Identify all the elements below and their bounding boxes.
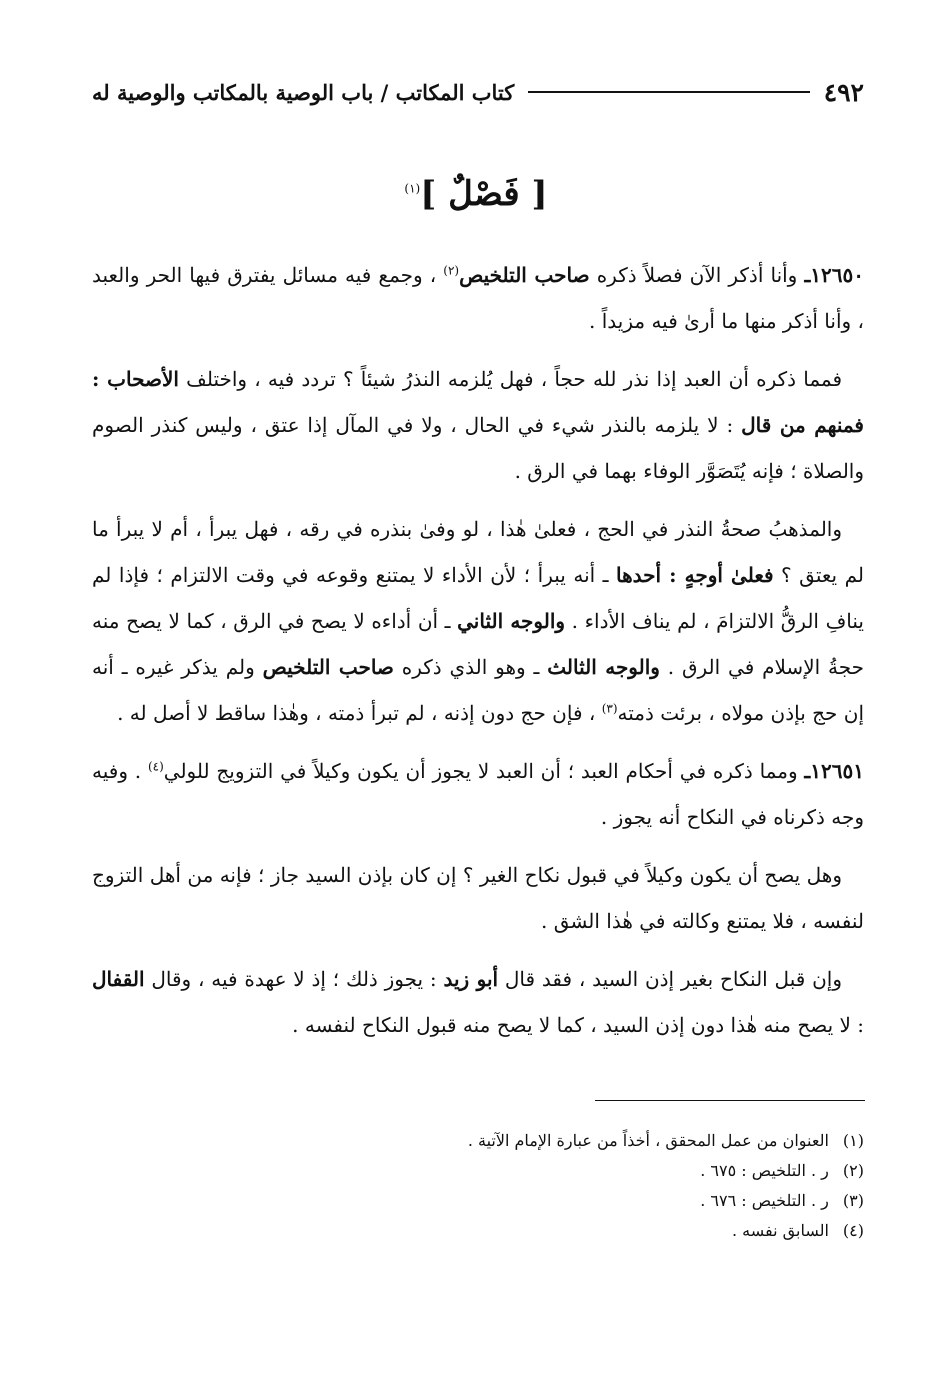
paragraph-wakala xyxy=(92,852,864,944)
bold-term: والوجه الثاني xyxy=(457,609,566,633)
paragraph-text: ـ أن أداءه لا يصح في الرق ، كما لا يصح منه حجةُ الإسلام في الرق . xyxy=(92,609,864,679)
paragraph-12651 xyxy=(92,748,864,840)
paragraph-text: : يجوز ذلك ؛ إذ لا عهدة فيه ، وقال xyxy=(144,967,444,991)
footnote xyxy=(92,1156,864,1186)
footnote-text: السابق نفسه . xyxy=(731,1221,829,1240)
footnotes xyxy=(92,1126,864,1246)
footnote-ref: (٢) xyxy=(443,263,460,278)
paragraph-text: ، فإن حج دون إذنه ، لم تبرأ ذمته ، وهٰذا ساقط لا أصل له . xyxy=(117,701,602,725)
paragraph-text: وهل يصح أن يكون وكيلاً في قبول نكاح الغير ؟ إن كان بإذن السيد جاز ؛ فإنه من أهل التزوج لنفسه ، فلا يمتنع وكالته في هٰذا الشق . xyxy=(92,863,864,933)
paragraph-text: ـ أنه يبرأ ؛ لأن الأداء لا يمتنع وقوعه في وقت الالتزام ؛ فإذا لم ينافِ الرقُّ الالتزامَ ، لم يناف الأداء . xyxy=(92,563,864,633)
footnote xyxy=(92,1186,864,1216)
paragraph-text: ولم يذكر غيره ـ أنه إن حج بإذن مولاه ، برئت ذمته xyxy=(92,655,864,725)
paragraph-number: ١٢٦٥٠ـ xyxy=(804,263,865,287)
footnote-text: ر . التلخيص : ٦٧٥ . xyxy=(700,1161,829,1180)
section-heading xyxy=(0,170,952,218)
paragraph-madhhab xyxy=(92,506,864,736)
paragraph-qabul-nikah xyxy=(92,956,864,1048)
footnote-ref: (١) xyxy=(404,181,421,196)
bold-term: والوجه الثالث xyxy=(547,655,660,679)
bold-term: أبو زيد xyxy=(443,967,499,991)
header-rule xyxy=(528,91,809,93)
section-heading-text: [ فَصْلٌ ] xyxy=(420,174,548,214)
footnote-ref: (٤) xyxy=(147,759,164,774)
paragraph-text: : لا يلزمه بالنذر شيء في الحال ، ولا في المآل إذا عتق ، وليس كنذر الصوم والصلاة ؛ فإنه يُتَصَوَّر الوفاء بهما في الرق . xyxy=(92,413,864,483)
footnote-number: (١) xyxy=(842,1131,864,1150)
paragraph-12650 xyxy=(92,252,864,344)
footnote xyxy=(92,1126,864,1156)
footnote-text: ر . التلخيص : ٦٧٦ . xyxy=(700,1191,829,1210)
main-text xyxy=(92,252,864,1060)
paragraph-text: ، وجمع فيه مسائل يفترق فيها الحر والعبد ، وأنا أذكر منها ما أرىٰ فيه مزيداً . xyxy=(92,263,864,333)
paragraph-text: ومما ذكره في أحكام العبد ؛ أن العبد لا يجوز أن يكون وكيلاً في التزويج للولي xyxy=(163,759,805,783)
running-header xyxy=(92,72,864,112)
bold-term: صاحب التلخيص xyxy=(459,263,590,287)
running-title: كتاب المكاتب / باب الوصية بالمكاتب والوصية له xyxy=(92,79,515,105)
footnote-number: (٢) xyxy=(842,1161,864,1180)
paragraph-text: وإن قبل النكاح بغير إذن السيد ، فقد قال xyxy=(498,967,843,991)
bold-term: فعلىٰ أوجهٍ : أحدها xyxy=(616,563,774,587)
paragraph-text: وأنا أذكر الآن فصلاً ذكره xyxy=(589,263,805,287)
paragraph-text: ـ وهو الذي ذكره xyxy=(393,655,548,679)
bold-term: صاحب التلخيص xyxy=(262,655,394,679)
footnote-separator xyxy=(595,1100,865,1101)
footnote-ref: (٣) xyxy=(601,701,618,716)
footnote-text: العنوان من عمل المحقق ، أخذاً من عبارة الإمام الآتية . xyxy=(467,1131,829,1150)
paragraph-nadhr-hajj xyxy=(92,356,864,494)
paragraph-text: فمما ذكره أن العبد إذا نذر لله حجاً ، فهل يُلزمه النذرُ شيئاً ؟ تردد فيه ، واختلف xyxy=(178,367,843,391)
page-number: ٤٩٢ xyxy=(823,77,864,107)
bold-term: القفال xyxy=(92,967,145,991)
paragraph-text: . وفيه وجه ذكرناه في النكاح أنه يجوز . xyxy=(92,759,864,829)
footnote-number: (٤) xyxy=(842,1221,864,1240)
footnote xyxy=(92,1216,864,1246)
paragraph-text: : لا يصح منه هٰذا دون إذن السيد ، كما لا يصح منه قبول النكاح لنفسه . xyxy=(292,1013,864,1037)
bold-term: الأصحاب : فمنهم من قال xyxy=(92,367,864,437)
footnote-number: (٣) xyxy=(842,1191,864,1210)
paragraph-number: ١٢٦٥١ـ xyxy=(804,759,864,783)
paragraph-text: والمذهبُ صحةُ النذر في الحج ، فعلىٰ هٰذا ، لو وفىٰ بنذره في رقه ، فهل يبرأ ، أم لا يبرأ ما لم يعتق ؟ xyxy=(92,517,864,587)
